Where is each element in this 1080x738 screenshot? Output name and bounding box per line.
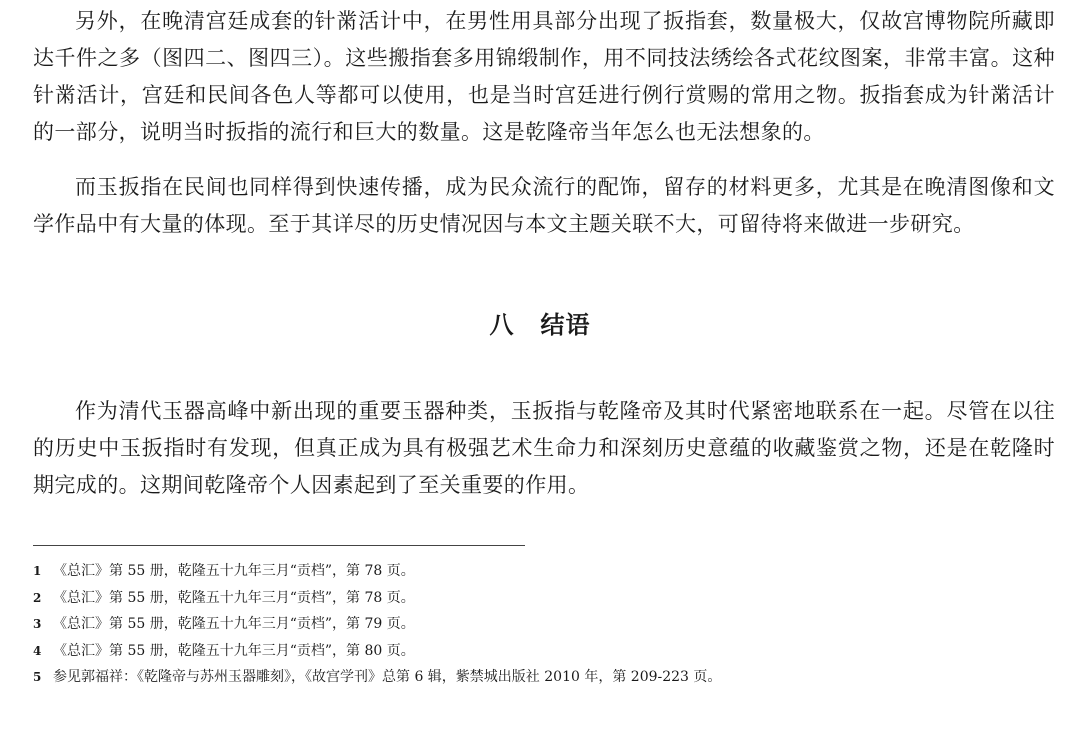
footnote-text: 《总汇》第 55 册，乾隆五十九年三月“贡档”，第 80 页。	[53, 642, 415, 659]
footnote-text: 《总汇》第 55 册，乾隆五十九年三月“贡档”，第 79 页。	[53, 616, 415, 633]
footnote-text: 参见郭福祥：《乾隆帝与苏州玉器雕刻》，《故宫学刊》总第 6 辑，紫禁城出版社 2010 年，第 209-223 页。	[53, 669, 722, 686]
footnote-item	[33, 585, 1033, 612]
section-heading	[0, 305, 1080, 340]
section-number: 八	[489, 310, 515, 339]
footnote-number: 4	[33, 643, 42, 658]
footnote-item	[33, 611, 1033, 638]
footnote-item	[33, 638, 1033, 665]
body-paragraph-1: 另外，在晚清宫廷成套的针黹活计中，在男性用具部分出现了扳指套，数量极大，仅故宫博物院所藏即达千件之多（图四二、图四三）。这些搬指套多用锦缎制作，用不同技法绣绘各式花纹图案，非常丰富。这种针黹活计，宫廷和民间各色人等都可以使用，也是当时宫廷进行例行赏赐的常用之物。扳指套成为针黹活计的一部分，说明当时扳指的流行和巨大的数量。这是乾隆帝当年怎么也无法想象的。	[33, 9, 1055, 144]
footnote-number: 5	[33, 670, 42, 685]
footnote-list	[33, 558, 1033, 691]
section-title: 结语	[540, 310, 591, 339]
body-paragraph-3: 作为清代玉器高峰中新出现的重要玉器种类，玉扳指与乾隆帝及其时代紧密地联系在一起。尽管在以往的历史中玉扳指时有发现，但真正成为具有极强艺术生命力和深刻历史意蕴的收藏鉴赏之物，还是在乾隆时期完成的。这期间乾隆帝个人因素起到了至关重要的作用。	[33, 399, 1055, 497]
body-paragraph-2: 而玉扳指在民间也同样得到快速传播，成为民众流行的配饰，留存的材料更多，尤其是在晚清图像和文学作品中有大量的体现。至于其详尽的历史情况因与本文主题关联不大，可留待将来做进一步研究。	[33, 175, 1055, 236]
footnote-divider	[33, 545, 525, 546]
footnote-number: 1	[33, 564, 42, 578]
footnote-text: 《总汇》第 55 册，乾隆五十九年三月“贡档”，第 78 页。	[53, 589, 415, 606]
footnote-item	[33, 664, 1033, 691]
footnote-item	[33, 558, 1033, 585]
footnote-number: 2	[33, 590, 42, 605]
footnote-text: 《总汇》第 55 册，乾隆五十九年三月“贡档”，第 78 页。	[53, 563, 415, 579]
footnote-number: 3	[33, 617, 42, 632]
